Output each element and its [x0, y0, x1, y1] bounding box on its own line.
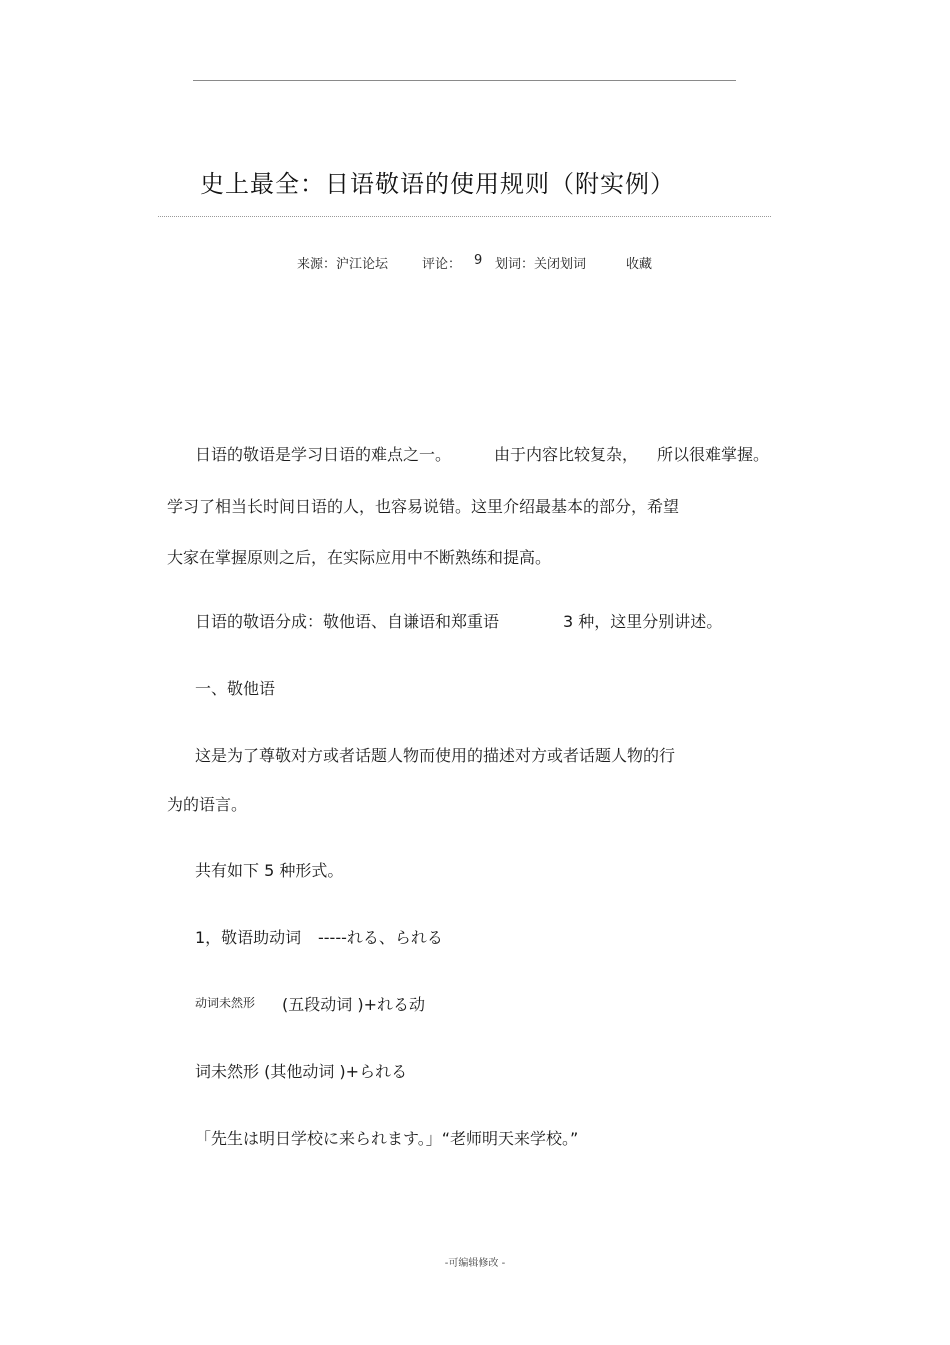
paragraph-2b: 3 种，这里分别讲述。	[563, 612, 723, 631]
paragraph-1-line-2: 学习了相当长时间日语的人，也容易说错。这里介绍最基本的部分，希望	[167, 497, 680, 516]
title-divider	[158, 216, 771, 217]
paragraph-1-line-1a: 日语的敬语是学习日语的难点之一。	[195, 445, 452, 464]
section-heading: 一、敬他语	[195, 679, 276, 698]
example-1: 「先生は明日学校に来られます。」“老师明天来学校。”	[195, 1129, 579, 1148]
list-item-1-form: -----れる、られる	[318, 928, 443, 947]
paragraph-3-line-1: 这是为了尊敬对方或者话题人物而使用的描述对方或者话题人物的行	[195, 746, 676, 765]
meta-underline-toggle[interactable]: 划词：关闭划词	[495, 257, 587, 272]
rule-1-text: (五段动词 )+れる动	[282, 995, 425, 1014]
paragraph-3-line-2: 为的语言。	[167, 795, 248, 814]
paragraph-1-line-1c: 所以很难掌握。	[657, 445, 770, 464]
page-title: 史上最全：日语敬语的使用规则（附实例）	[200, 170, 675, 198]
meta-comments-count[interactable]: 9	[474, 253, 483, 268]
top-divider	[193, 80, 736, 81]
meta-source: 来源：沪江论坛	[297, 257, 389, 272]
meta-comments-label: 评论：	[422, 257, 462, 272]
paragraph-1-line-1b: 由于内容比较复杂，	[494, 445, 639, 464]
paragraph-2a: 日语的敬语分成：敬他语、自谦语和郑重语	[195, 612, 500, 631]
rule-1-small-label: 动词未然形	[195, 996, 256, 1010]
list-item-1-label: 1，敬语助动词	[195, 928, 302, 947]
page-footer: -可编辑修改 -	[444, 1258, 506, 1269]
paragraph-1-line-3: 大家在掌握原则之后，在实际应用中不断熟练和提高。	[167, 548, 552, 567]
rule-2-text: 词未然形 (其他动词 )+られる	[195, 1062, 408, 1081]
meta-favorite-link[interactable]: 收藏	[626, 257, 653, 272]
paragraph-4: 共有如下 5 种形式。	[195, 861, 344, 880]
